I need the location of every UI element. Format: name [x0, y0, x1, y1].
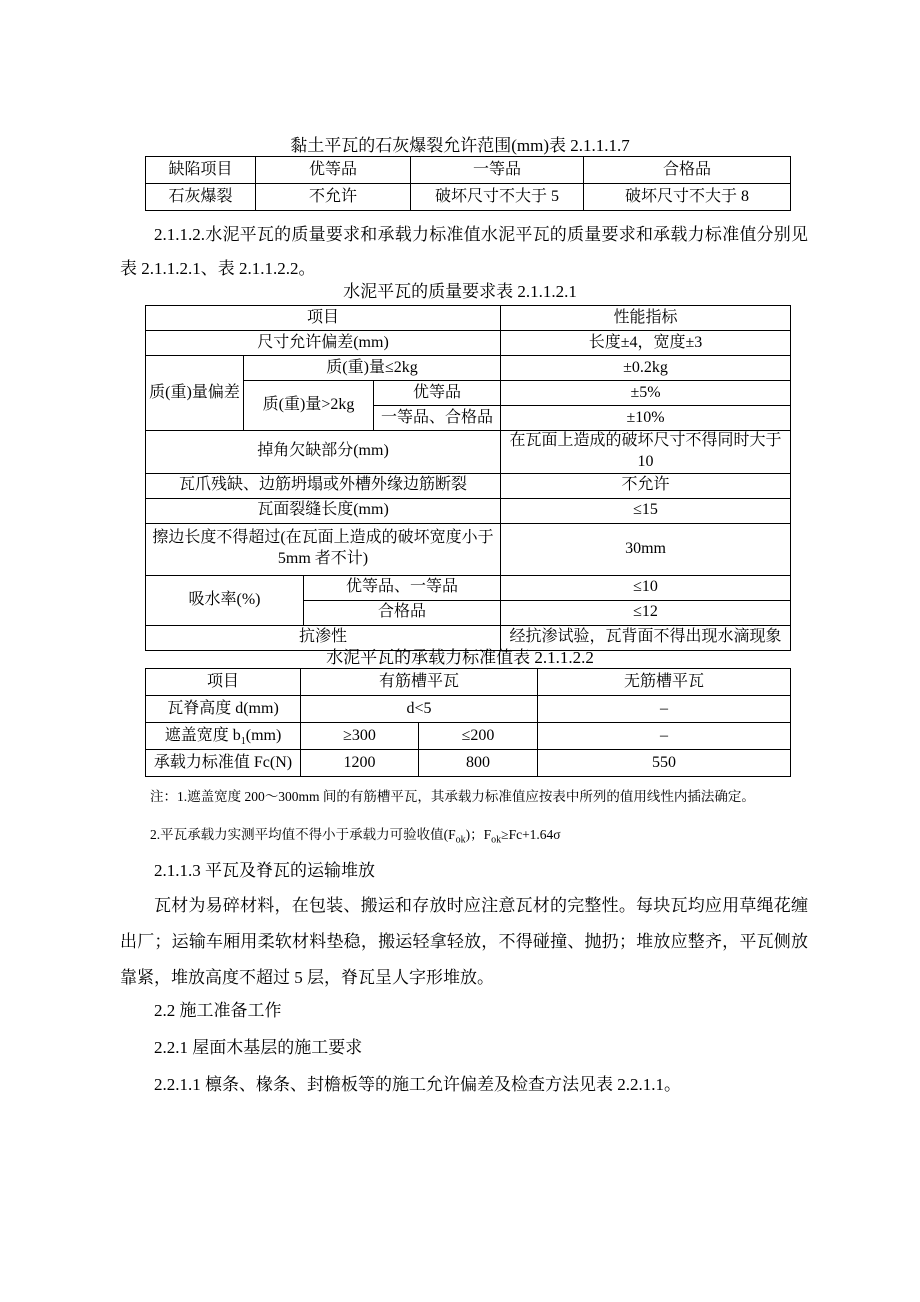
cell-not-allowed: 不允许 — [256, 184, 411, 211]
header-defect-item: 缺陷项目 — [146, 157, 256, 184]
table-row — [146, 473, 791, 498]
note-2-text: )；F — [465, 827, 492, 842]
note-1: 注：1.遮盖宽度 200～300mm 间的有筋槽平瓦，其承载力标准值应按表中所列的值用线性内插法确定。 — [150, 789, 755, 804]
cell-absorption-qualified: 合格品 — [304, 600, 501, 625]
load-table-title: 水泥平瓦的承载力标准值表 2.1.1.2.2 — [326, 648, 594, 667]
table-row — [146, 157, 791, 184]
cell-damage-le5: 破坏尺寸不大于 5 — [411, 184, 584, 211]
table-row — [146, 331, 791, 356]
cell-impermeability-value: 经抗渗试验，瓦背面不得出现水滴现象 — [501, 625, 791, 650]
cell-claw-defect-value: 不允许 — [501, 473, 791, 498]
clay-lime-table — [145, 156, 791, 211]
heading-2-2: 2.2 施工准备工作 — [154, 1001, 282, 1020]
header-first-grade: 一等品 — [411, 157, 584, 184]
cell-damage-le8: 破坏尺寸不大于 8 — [584, 184, 791, 211]
cell-cover-ge300: ≥300 — [301, 723, 419, 750]
table-row — [146, 625, 791, 650]
load-capacity-table — [145, 668, 791, 777]
cell-premium-grade: 优等品 — [374, 381, 501, 406]
note-2-subscript-ok: ok — [455, 834, 466, 846]
cell-ridge-dash: – — [538, 696, 791, 723]
note-2 — [150, 826, 810, 846]
cell-size-deviation: 尺寸允许偏差(mm) — [146, 331, 501, 356]
cement-quality-table — [145, 305, 791, 651]
cell-absorption-top-value: ≤10 — [501, 575, 791, 600]
cell-premium-value: ±5% — [501, 381, 791, 406]
cell-lime-burst: 石灰爆裂 — [146, 184, 256, 211]
cell-first-qualified-value: ±10% — [501, 406, 791, 431]
cell-load-capacity-label: 承载力标准值 Fc(N) — [146, 750, 301, 777]
cell-cover-le200: ≤200 — [419, 723, 538, 750]
cell-weight-le2kg-value: ±0.2kg — [501, 356, 791, 381]
cell-corner-missing: 掉角欠缺部分(mm) — [146, 431, 501, 474]
table-row — [146, 696, 791, 723]
note-2-text: 2.平瓦承载力实测平均值不得小于承载力可验收值(F — [150, 827, 456, 842]
cell-claw-defect: 瓦爪残缺、边筋坍塌或外槽外缘边筋断裂 — [146, 473, 501, 498]
table-row — [146, 523, 791, 575]
header-premium-grade: 优等品 — [256, 157, 411, 184]
header-unribbed-tile: 无筋槽平瓦 — [538, 669, 791, 696]
cell-load-800: 800 — [419, 750, 538, 777]
cell-ridge-value: d<5 — [301, 696, 538, 723]
cell-crack-length-value: ≤15 — [501, 498, 791, 523]
header-item: 项目 — [146, 306, 501, 331]
cell-absorption-qualified-value: ≤12 — [501, 600, 791, 625]
para-2-1-1-2: 2.1.1.2.水泥平瓦的质量要求和承载力标准值水泥平瓦的质量要求和承载力标准值分别见表 2.1.1.2.1、表 2.1.1.2.2。 — [120, 225, 808, 278]
cover-width-unit: (mm) — [245, 726, 282, 744]
header-qualified-grade: 合格品 — [584, 157, 791, 184]
table-row — [146, 431, 791, 474]
table-row — [146, 306, 791, 331]
cover-width-subscript: 1 — [240, 735, 246, 747]
table-row — [146, 184, 791, 211]
note-2-subscript-ok: ok — [491, 834, 502, 846]
header-performance-index: 性能指标 — [501, 306, 791, 331]
cell-wipe-edge-value: 30mm — [501, 523, 791, 575]
cell-cover-width — [146, 723, 301, 750]
cell-wipe-edge: 擦边长度不得超过(在瓦面上造成的破坏宽度小于 5mm 者不计) — [146, 523, 501, 575]
header-item: 项目 — [146, 669, 301, 696]
note-2-text: ≥Fc+1.64σ — [501, 827, 561, 842]
cell-load-1200: 1200 — [301, 750, 419, 777]
cell-crack-length: 瓦面裂缝长度(mm) — [146, 498, 501, 523]
cell-size-deviation-value: 长度±4，宽度±3 — [501, 331, 791, 356]
heading-2-2-1: 2.2.1 屋面木基层的施工要求 — [154, 1038, 363, 1057]
table-row — [146, 750, 791, 777]
cell-ridge-height: 瓦脊高度 d(mm) — [146, 696, 301, 723]
heading-2-2-1-1: 2.2.1.1 檩条、椽条、封檐板等的施工允许偏差及检查方法见表 2.2.1.1。 — [154, 1075, 681, 1094]
table-row — [146, 575, 791, 600]
cell-weight-gt2kg: 质(重)量>2kg — [244, 381, 374, 431]
table-row — [146, 356, 791, 381]
clay-lime-table-title: 黏土平瓦的石灰爆裂允许范围(mm)表 2.1.1.1.7 — [290, 136, 630, 155]
cell-load-550: 550 — [538, 750, 791, 777]
header-ribbed-tile: 有筋槽平瓦 — [301, 669, 538, 696]
cell-corner-missing-value: 在瓦面上造成的破坏尺寸不得同时大于 10 — [501, 431, 791, 474]
cell-first-qualified: 一等品、合格品 — [374, 406, 501, 431]
table-row — [146, 723, 791, 750]
heading-2-1-1-3: 2.1.1.3 平瓦及脊瓦的运输堆放 — [154, 861, 375, 880]
table-row — [146, 669, 791, 696]
cover-width-text: 遮盖宽度 b — [164, 726, 241, 744]
para-transport-stacking: 瓦材为易碎材料，在包装、搬运和存放时应注意瓦材的完整性。每块瓦均应用草绳花缠出厂；运输车厢用柔软材料垫稳，搬运轻拿轻放，不得碰撞、抛扔；堆放应整齐，平瓦侧放靠紧，堆放高度不超过 5 层，脊瓦呈人字形堆放。 — [120, 896, 808, 987]
cell-cover-dash: – — [538, 723, 791, 750]
table-row — [146, 498, 791, 523]
cell-weight-deviation: 质(重)量偏差 — [146, 356, 244, 431]
cell-weight-le2kg: 质(重)量≤2kg — [244, 356, 501, 381]
cell-absorption-top-grades: 优等品、一等品 — [304, 575, 501, 600]
cell-impermeability: 抗渗性 — [146, 625, 501, 650]
quality-table-title: 水泥平瓦的质量要求表 2.1.1.2.1 — [343, 282, 577, 301]
cell-absorption: 吸水率(%) — [146, 575, 304, 625]
